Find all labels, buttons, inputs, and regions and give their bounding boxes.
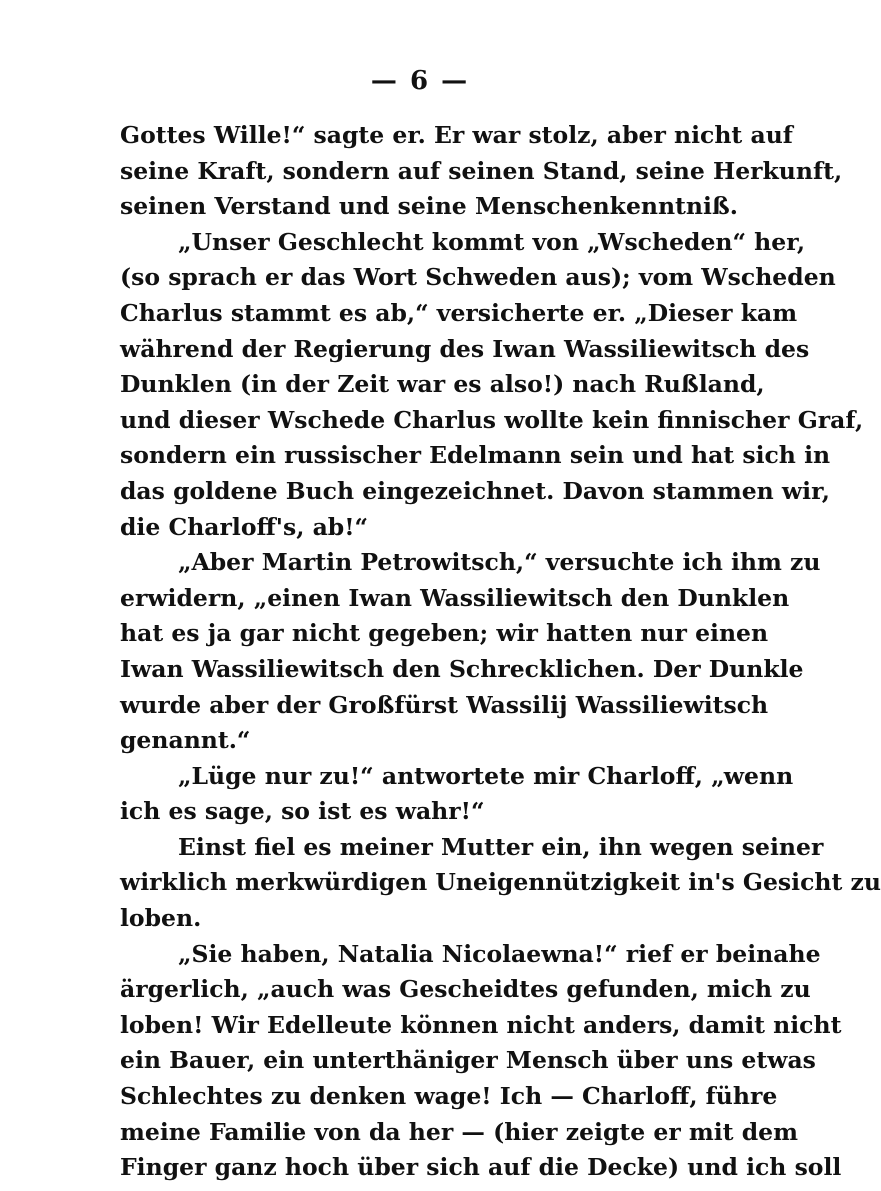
text-line: meine Familie von da her — (hier zeigte er mit dem [120,1117,798,1146]
text-line: sondern ein russischer Edelmann sein und hat sich in [120,441,831,470]
text-line: „Sie haben, Natalia Nicolaewna!“ rief er beinahe [178,939,821,968]
text-line: Einst fiel es meiner Mutter ein, ihn wegen seiner [178,832,824,861]
text-line: Dunklen (in der Zeit war es also!) nach Rußland, [120,370,765,399]
text-line: seinen Verstand und seine Menschenkenntniß. [120,192,738,221]
text-line: loben. [120,904,202,933]
text-line: „Unser Geschlecht kommt von „Wscheden“ her, [178,227,806,256]
text-line: Iwan Wassiliewitsch den Schrecklichen. Der Dunkle [120,654,804,683]
text-line: hat es ja gar nicht gegeben; wir hatten nur einen [120,619,769,648]
text-line: Finger ganz hoch über sich auf die Decke) und ich soll [120,1153,842,1182]
text-line: (so sprach er das Wort Schweden aus); vom Wscheden [120,263,836,292]
text-line: erwidern, „einen Iwan Wassiliewitsch den Dunklen [120,583,790,612]
text-line: seine Kraft, sondern auf seinen Stand, seine Herkunft, [120,156,843,185]
text-line: ich es sage, so ist es wahr!“ [120,797,485,826]
page-body-text [120,118,881,1186]
text-line: loben! Wir Edelleute können nicht anders, damit nicht [120,1010,842,1039]
text-line: ärgerlich, „auch was Gescheidtes gefunden, mich zu [120,975,811,1004]
text-line: genannt.“ [120,726,251,755]
text-line: während der Regierung des Iwan Wassiliewitsch des [120,334,810,363]
page-number: — 6 — [370,66,470,96]
text-line: Schlechtes zu denken wage! Ich — Charloff, führe [120,1082,778,1111]
text-line: die Charloff's, ab!“ [120,512,369,541]
text-line: und dieser Wschede Charlus wollte kein finnischer Graf, [120,405,864,434]
text-line: „Lüge nur zu!“ antwortete mir Charloff, „wenn [178,761,794,790]
text-line: „Aber Martin Petrowitsch,“ versuchte ich ihm zu [178,548,821,577]
text-line: wirklich merkwürdigen Uneigennützigkeit in's Gesicht zu [120,868,881,897]
text-line: das goldene Buch eingezeichnet. Davon stammen wir, [120,476,830,505]
text-line: Gottes Wille!“ sagte er. Er war stolz, aber nicht auf [120,121,793,149]
text-line: wurde aber der Großfürst Wassilij Wassiliewitsch [120,690,769,719]
text-line: Charlus stammt es ab,“ versicherte er. „Dieser kam [120,298,798,327]
text-line: ein Bauer, ein unterthäniger Mensch über uns etwas [120,1046,816,1075]
